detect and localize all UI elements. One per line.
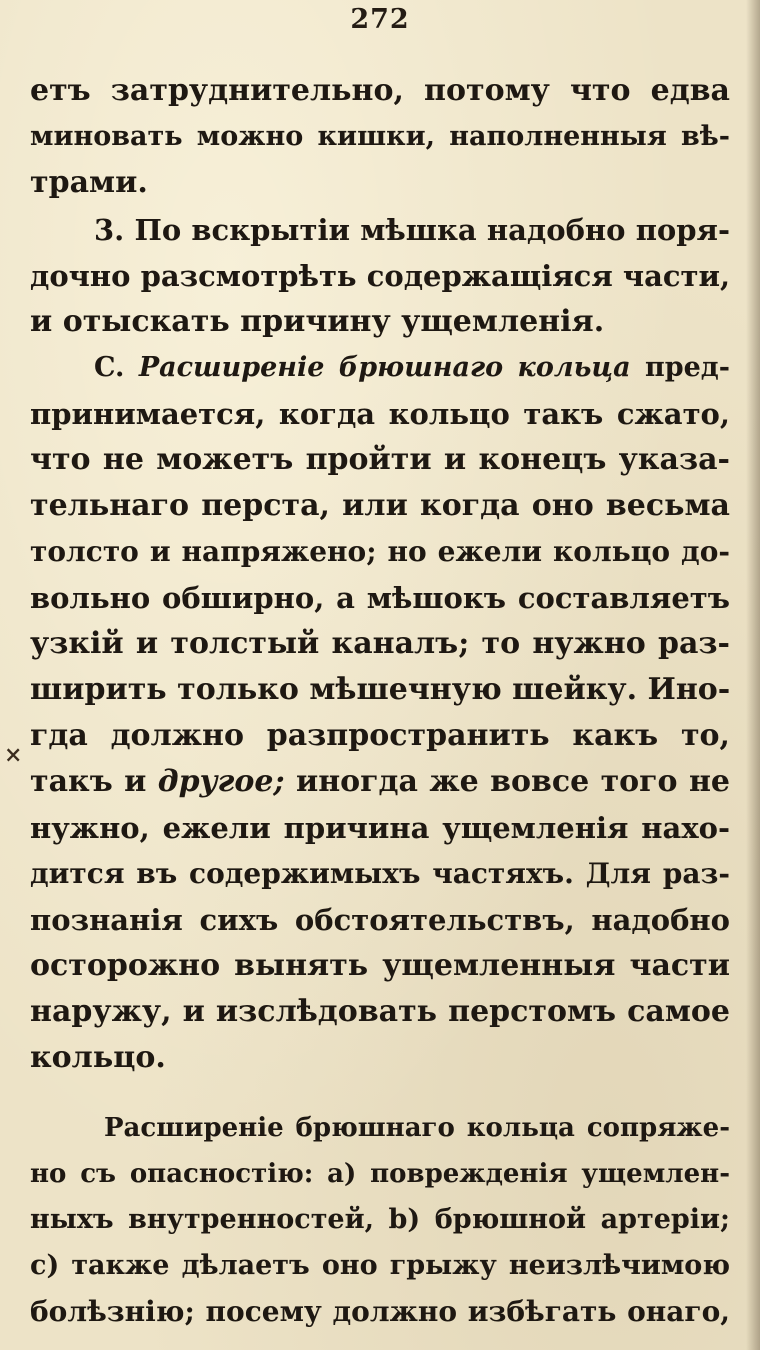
line-tail: иногда же вовсе того не [284, 764, 730, 799]
text-line: тельнаго перста, или когда оно весьма [30, 488, 730, 523]
mixed-text-line [30, 759, 730, 805]
text-line: толсто и напряжено; но ежели кольцо до- [30, 535, 730, 568]
text-line: что не можетъ пройти и конецъ указа- [30, 442, 730, 477]
text-line: вольно обширно, а мѣшокъ составляетъ [30, 581, 730, 615]
page-number: 272 [350, 4, 410, 35]
text-line: етъ затруднительно, потому что едва [30, 73, 730, 108]
text-line: ныхъ внутренностей, b) брюшной артеріи; [30, 1204, 730, 1235]
text-line: ширить только мѣшечную шейку. Ино- [30, 672, 731, 707]
text-line: гда должно разпространить какъ то, [30, 718, 730, 753]
text-line: кольцо. [30, 1040, 166, 1075]
text-line: и отыскать причину ущемленія. [30, 304, 605, 339]
text-line: наружу, и изслѣдовать перстомъ самое [30, 994, 730, 1029]
text-line: осторожно вынять ущемленныя части [30, 948, 730, 983]
text-line: c) также дѣлаетъ оно грыжу неизлѣчимою [30, 1250, 730, 1281]
section-heading-tail: пред- [630, 352, 730, 383]
italic-word: другое; [157, 764, 285, 799]
text-line: дочно разсмотрѣть содержащіяся части, [30, 259, 731, 293]
section-label: C. [94, 352, 139, 383]
text-line: познанія сихъ обстоятельствъ, надобно [30, 903, 730, 937]
text-line: принимается, когда кольцо такъ сжато, [30, 397, 730, 431]
text-line: Расширеніе брюшнаго кольца сопряже- [104, 1113, 730, 1143]
text-line: нужно, ежели причина ущемленія нахо- [30, 811, 730, 845]
section-heading-line [30, 345, 730, 391]
text-line: болѣзнію; посему должно избѣгать онаго, [30, 1295, 730, 1328]
text-line: 3. По вскрытіи мѣшка надобно поря- [94, 213, 730, 247]
text-line: дится въ содержимыхъ частяхъ. Для раз- [30, 857, 730, 890]
section-title-italic: Расширеніе брюшнаго кольца [138, 352, 631, 383]
text-line: но съ опасностію: a) поврежденія ущемлен- [30, 1159, 730, 1189]
text-line: узкій и толстый каналъ; то нужно раз- [30, 626, 730, 661]
text-line: трами. [30, 165, 148, 200]
margin-mark: × [4, 742, 23, 768]
line-lead: такъ и [30, 764, 158, 799]
page-edge-shadow [746, 0, 760, 1350]
text-line: миновать можно кишки, наполненныя вѣ- [30, 121, 730, 152]
